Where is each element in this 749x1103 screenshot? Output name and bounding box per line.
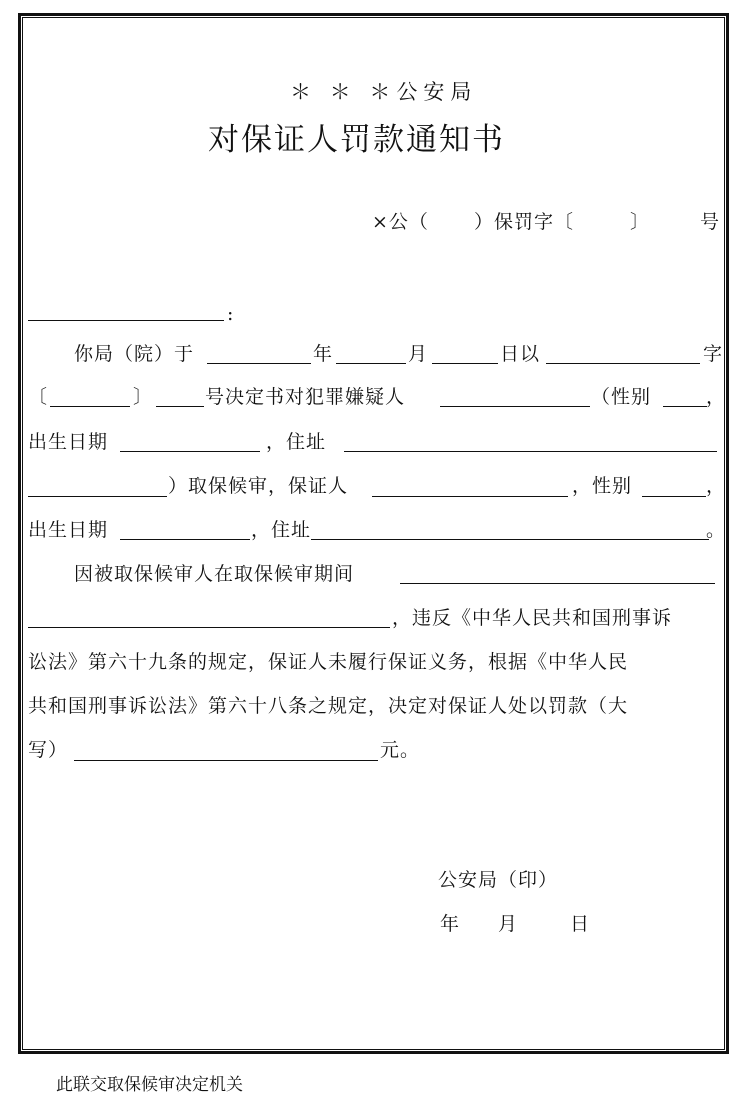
- label-guarantor-address: ，住址: [251, 519, 312, 541]
- blank-fine-amount[interactable]: [74, 760, 378, 761]
- issuing-authority: ＊ ＊ ＊公安局: [290, 80, 478, 104]
- blank-decision-number[interactable]: [156, 406, 204, 407]
- signature-year: 年: [440, 913, 461, 935]
- body-line1-intro: 你局（院）于: [74, 343, 195, 365]
- body-line8: 讼法》第六十九条的规定，保证人未履行保证义务，根据《中华人民: [28, 651, 629, 673]
- doc-number-suffix: 号: [700, 211, 721, 233]
- doc-number-close-bracket: 〕: [630, 211, 651, 233]
- label-amount-uppercase: 写）: [28, 739, 69, 761]
- line2-comma: ，: [706, 386, 727, 408]
- label-guarantor-gender: ，性别: [572, 475, 633, 497]
- seal-label: 公安局（印）: [438, 869, 559, 891]
- form-border: [18, 13, 729, 1054]
- label-day-by: 日以: [500, 343, 541, 365]
- recipient-colon: :: [227, 303, 235, 325]
- label-suspect-birth: 出生日期: [28, 431, 109, 453]
- signature-month: 月: [498, 913, 519, 935]
- label-violation-period: 因被取保候审人在取保候审期间: [74, 563, 355, 585]
- document-title: 对保证人罚款通知书: [208, 122, 505, 158]
- line5-period: 。: [706, 519, 727, 541]
- label-yuan: 元。: [380, 739, 421, 761]
- label-suspect-gender: （性别: [591, 386, 652, 408]
- body-line7: ，违反《中华人民共和国刑事诉: [392, 607, 673, 629]
- signature-day: 日: [570, 913, 591, 935]
- label-bracket-open: 〔: [28, 386, 49, 408]
- blank-guarantor-name[interactable]: [372, 496, 568, 497]
- blank-violation-2[interactable]: [28, 627, 390, 628]
- blank-day[interactable]: [432, 363, 498, 364]
- label-bracket-close: 〕: [133, 386, 154, 408]
- blank-month[interactable]: [336, 363, 406, 364]
- recipient-blank[interactable]: [28, 320, 224, 321]
- label-suspect-address: ，住址: [266, 431, 327, 453]
- blank-zi[interactable]: [546, 363, 700, 364]
- line4-comma: ，: [706, 475, 727, 497]
- blank-decision-year[interactable]: [50, 406, 130, 407]
- label-guarantor-birth: 出生日期: [28, 519, 109, 541]
- blank-suspect-name[interactable]: [440, 406, 590, 407]
- blank-violation-1[interactable]: [400, 583, 715, 584]
- label-zi: 字: [703, 343, 724, 365]
- blank-guarantor-birth[interactable]: [120, 539, 250, 540]
- body-line9: 共和国刑事诉讼法》第六十八条之规定，决定对保证人处以罚款（大: [28, 695, 629, 717]
- blank-suspect-gender[interactable]: [663, 406, 707, 407]
- blank-suspect-address[interactable]: [344, 451, 717, 452]
- label-year: 年: [313, 343, 334, 365]
- label-decision-suspect: 号决定书对犯罪嫌疑人: [205, 386, 406, 408]
- doc-number-middle: ）保罚字〔: [474, 211, 575, 233]
- blank-guarantor-gender[interactable]: [642, 496, 706, 497]
- blank-suspect-birth[interactable]: [120, 451, 260, 452]
- blank-year[interactable]: [207, 363, 311, 364]
- label-bail-guarantor: ）取保候审，保证人: [168, 475, 349, 497]
- label-month: 月: [408, 343, 429, 365]
- doc-number-prefix: ×公（: [372, 211, 429, 233]
- blank-suspect-address-cont[interactable]: [28, 496, 167, 497]
- blank-guarantor-address[interactable]: [311, 539, 709, 540]
- copy-destination-note: 此联交取保候审决定机关: [56, 1075, 243, 1095]
